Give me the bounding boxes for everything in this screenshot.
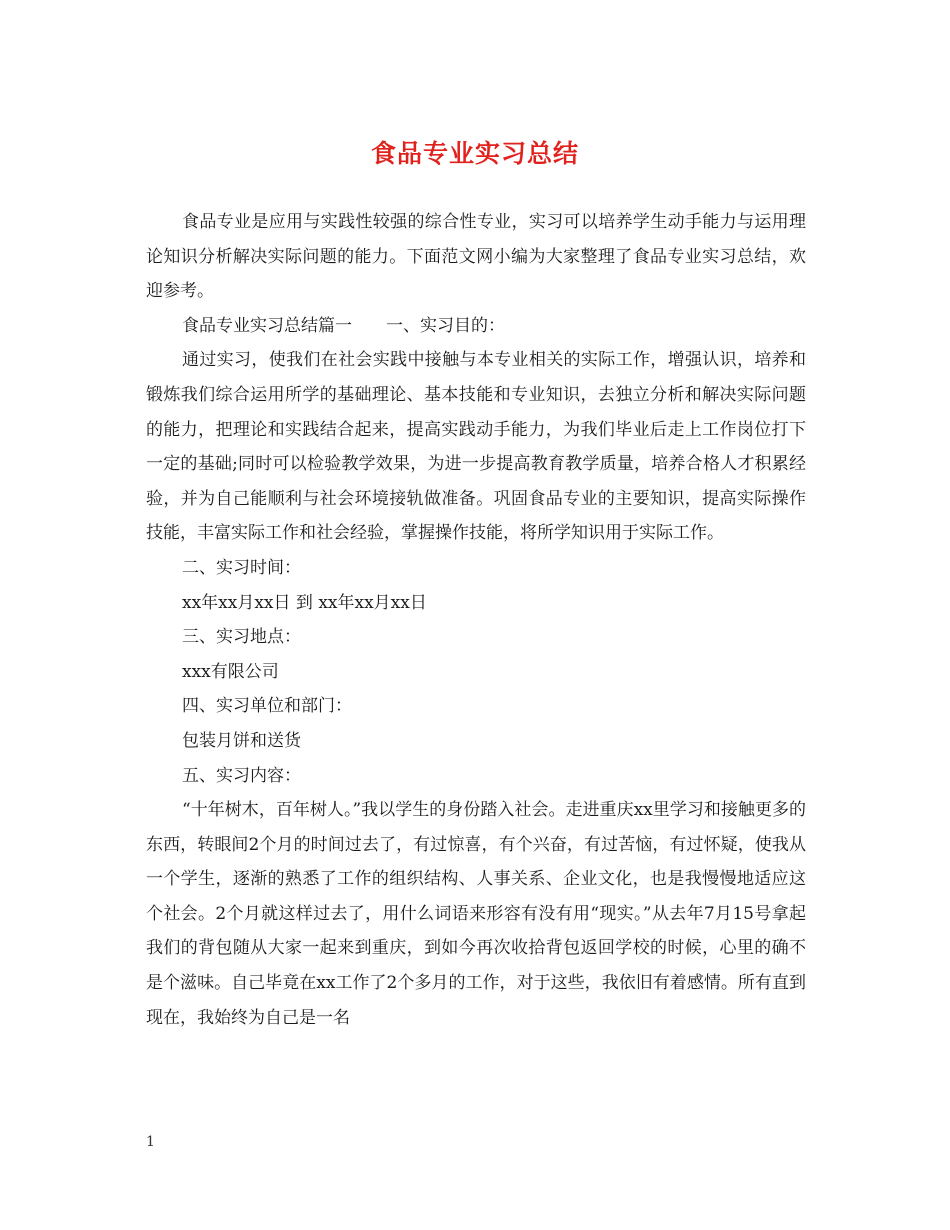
paragraph-time: xx年xx月xx日 到 xx年xx月xx日 bbox=[182, 592, 427, 613]
paragraph-unit: 包装月饼和送货 bbox=[182, 730, 301, 751]
paragraph-time-heading: 二、实习时间： bbox=[182, 557, 301, 578]
document-title: 食品专业实习总结 bbox=[370, 139, 579, 168]
document-body bbox=[146, 205, 806, 1035]
paragraph-unit-heading: 四、实习单位和部门： bbox=[182, 696, 352, 717]
paragraph-location: xxx有限公司 bbox=[182, 661, 279, 682]
paragraph-purpose: 通过实习，使我们在社会实践中接触与本专业相关的实际工作，增强认识，培养和锻炼我们综合运用所学的基础理论、基本技能和专业知识，去独立分析和解决实际问题的能力，把理论和实践结合起来，提高实践动手能力，为我们毕业后走上工作岗位打下一定的基础;同时可以检验教学效果，为进一步提高教育教学质量，培养合格人才积累经验，并为自己能顺利与社会环境接轨做准备。巩固食品专业的主要知识，提高实际操作技能，丰富实际工作和社会经验，掌握操作技能，将所学知识用于实际工作。 bbox=[146, 350, 806, 544]
paragraph-location-heading: 三、实习地点： bbox=[182, 627, 301, 648]
paragraph-content-heading: 五、实习内容： bbox=[182, 765, 301, 786]
paragraph-intro: 食品专业是应用与实践性较强的综合性专业，实习可以培养学生动手能力与运用理论知识分析解决实际问题的能力。下面范文网小编为大家整理了食品专业实习总结，欢迎参考。 bbox=[146, 212, 806, 302]
page-number: 1 bbox=[146, 1134, 155, 1150]
paragraph-section-1-heading: 食品专业实习总结篇一 一、实习目的： bbox=[182, 315, 505, 336]
paragraph-content: “十年树木，百年树人。”我以学生的身份踏入社会。走进重庆xx里学习和接触更多的东西，转眼间2个月的时间过去了，有过惊喜，有个兴奋，有过苦恼，有过怀疑，使我从一个学生，逐渐的熟悉了工作的组织结构、人事关系、企业文化，也是我慢慢地适应这个社会。2个月就这样过去了，用什么词语来形容有没有用“现实。”从去年7月15号拿起我们的背包随从大家一起来到重庆，到如今再次收拾背包返回学校的时候，心里的确不是个滋味。自己毕竟在xx工作了2个多月的工作，对于这些，我依旧有着感情。所有直到现在，我始终为自己是一名 bbox=[146, 800, 806, 1028]
